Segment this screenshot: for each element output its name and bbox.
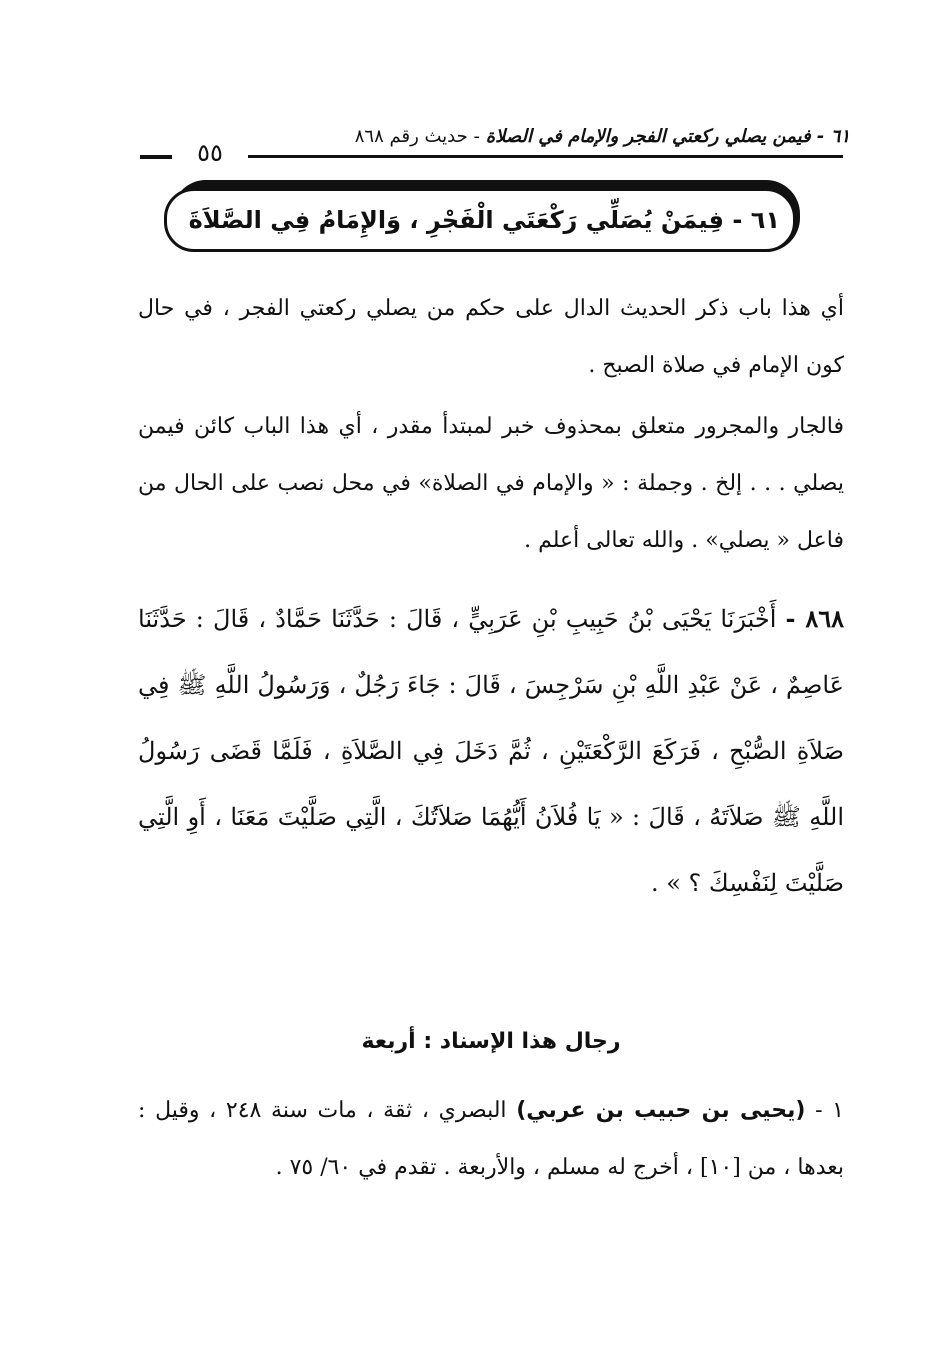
- narrator-name: (يحيى بن حبيب بن عربي): [516, 1098, 806, 1123]
- narrator-index: ١ -: [815, 1098, 844, 1123]
- page-number: ٥٥: [197, 139, 223, 167]
- running-title: ٦١ - فيمن يصلي ركعتي الفجر والإمام في الصلاة: [485, 126, 850, 147]
- narrator-entry: [138, 1082, 844, 1196]
- narrator-details: البصري ، ثقة ، مات سنة ٢٤٨ ، وقيل : بعدها ، من [١٠] ، أخرج له مسلم ، والأربعة . تقدم في ٦٠/ ٧٥ .: [138, 1098, 844, 1180]
- chapter-title: ٦١ - فِيمَنْ يُصَلِّي رَكْعَتَي الْفَجْرِ ، وَالإِمَامُ فِي الصَّلاَةَ: [188, 206, 780, 234]
- header-rule: [248, 155, 843, 158]
- commentary-paragraph-1: أي هذا باب ذكر الحديث الدال على حكم من يصلي ركعتي الفجر ، في حال كون الإمام في صلاة الصبح .: [138, 296, 844, 378]
- running-header: [330, 120, 850, 154]
- hadith-text: أَخْبَرَنَا يَحْيَى بْنُ حَبِيبِ بْنِ عَرَبِيٍّ ، قَالَ : حَدَّثَنَا حَمَّادٌ ، قَالَ : حَدَّثَنَا عَاصِمٌ ، عَنْ عَبْدِ اللَّهِ بْنِ سَرْجِسَ ، قَالَ : جَاءَ رَجُلٌ ، وَرَسُولُ اللَّهِ ﷺ فِي صَلاَةِ الصُّبْحِ ، فَرَكَعَ الرَّكْعَتَيْنِ ، ثُمَّ دَخَلَ فِي الصَّلاَةِ ، فَلَمَّا قَضَى رَسُولُ اللَّهِ ﷺ صَلاَتَهُ ، قَالَ : « يَا فُلاَنُ أَيُّهُمَا صَلاَتُكَ ، الَّتِي صَلَّيْتَ مَعَنَا ، أَوِ الَّتِي صَلَّيْتَ لِنَفْسِكَ ؟ » .: [138, 605, 844, 897]
- hadith-block: [138, 586, 844, 916]
- hadith-number: ٨٦٨ -: [785, 604, 845, 633]
- hadith-reference: حديث رقم ٨٦٨: [354, 126, 468, 147]
- running-separator: -: [467, 126, 486, 147]
- narrators-heading: رجال هذا الإسناد : أربعة: [361, 1029, 621, 1054]
- header-rule-short: [140, 155, 172, 159]
- commentary-paragraph-2: فالجار والمجرور متعلق بمحذوف خبر لمبتدأ مقدر ، أي هذا الباب كائن فيمن يصلي . . . إلخ . وجملة : « والإمام في الصلاة» في محل نصب على الحال من فاعل « يصلي» . والله تعالى أعلم .: [138, 414, 844, 553]
